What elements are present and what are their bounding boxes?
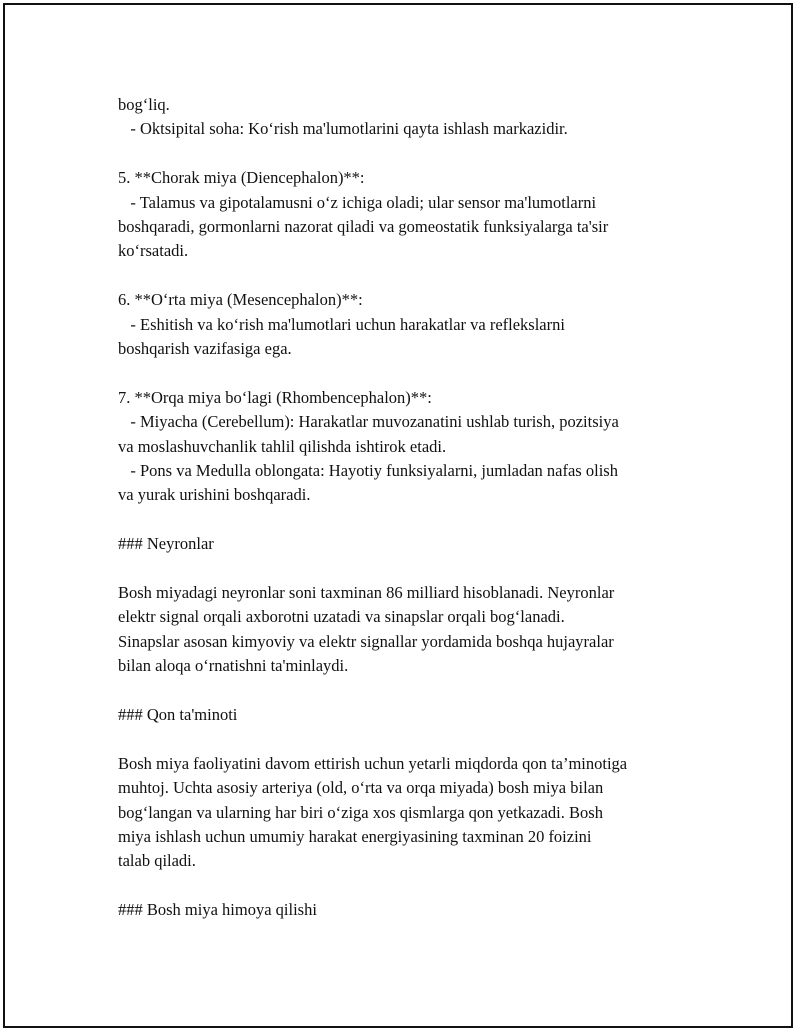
text-line: ### Qon ta'minoti	[118, 705, 238, 725]
paragraph-gap	[118, 679, 698, 703]
paragraph-gap	[118, 361, 698, 385]
text-line: boshqaradi, gormonlarni nazorat qiladi va gomeostatik funksiyalarga ta'sir	[118, 217, 609, 237]
text-line: bog‘langan va ularning har biri o‘ziga xos qismlarga qon yetkazadi. Bosh	[118, 802, 603, 822]
text-line: Sinapslar asosan kimyoviy va elektr signallar yordamida boshqa hujayralar	[118, 631, 614, 651]
paragraph	[118, 581, 698, 679]
text-line: va moslashuvchanlik tahlil qilishda ishtirok etadi.	[118, 436, 447, 456]
text-line: Bosh miya faoliyatini davom ettirish uchun yetarli miqdorda qon ta’minotiga	[118, 753, 628, 773]
text-line: ### Neyronlar	[118, 534, 214, 554]
text-line: muhtoj. Uchta asosiy arteriya (old, o‘rta va orqa miyada) bosh miya bilan	[118, 778, 604, 798]
paragraph-gap	[118, 727, 698, 751]
text-line: ### Bosh miya himoya qilishi	[118, 900, 317, 920]
text-line: 7. **Orqa miya bo‘lagi (Rhombencephalon)**:	[118, 387, 432, 407]
text-line: - Talamus va gipotalamusni o‘z ichiga oladi; ular sensor ma'lumotlarni	[118, 192, 597, 212]
paragraph	[118, 386, 698, 508]
text-line: miya ishlash uchun umumiy harakat energiyasining taxminan 20 foizini	[118, 827, 592, 847]
paragraph-gap	[118, 142, 698, 166]
text-line: elektr signal orqali axborotni uzatadi va sinapslar orqali bog‘lanadi.	[118, 607, 565, 627]
paragraph	[118, 288, 698, 361]
paragraph-gap	[118, 264, 698, 288]
text-line: 5. **Chorak miya (Diencephalon)**:	[118, 168, 365, 188]
text-line: - Eshitish va ko‘rish ma'lumotlari uchun harakatlar va reflekslarni	[118, 314, 565, 334]
text-line: Bosh miyadagi neyronlar soni taxminan 86 milliard hisoblanadi. Neyronlar	[118, 583, 615, 603]
paragraph	[118, 752, 698, 874]
text-line: ko‘rsatadi.	[118, 241, 189, 261]
document-body	[118, 93, 698, 923]
text-line: 6. **O‘rta miya (Mesencephalon)**:	[118, 290, 363, 310]
section-heading	[118, 898, 698, 922]
text-line: boshqarish vazifasiga ega.	[118, 339, 292, 359]
text-line: - Pons va Medulla oblongata: Hayotiy funksiyalarni, jumladan nafas olish	[118, 461, 618, 481]
text-line: va yurak urishini boshqaradi.	[118, 485, 311, 505]
paragraph-gap	[118, 557, 698, 581]
section-heading	[118, 703, 698, 727]
paragraph	[118, 93, 698, 142]
text-line: bog‘liq.	[118, 95, 170, 114]
section-heading	[118, 532, 698, 556]
paragraph-gap	[118, 874, 698, 898]
paragraph-gap	[118, 508, 698, 532]
text-line: talab qiladi.	[118, 851, 196, 871]
text-line: bilan aloqa o‘rnatishni ta'minlaydi.	[118, 656, 349, 676]
text-line: - Oktsipital soha: Ko‘rish ma'lumotlarini qayta ishlash markazidir.	[118, 119, 568, 139]
paragraph	[118, 166, 698, 264]
text-line: - Miyacha (Cerebellum): Harakatlar muvozanatini ushlab turish, pozitsiya	[118, 412, 619, 432]
